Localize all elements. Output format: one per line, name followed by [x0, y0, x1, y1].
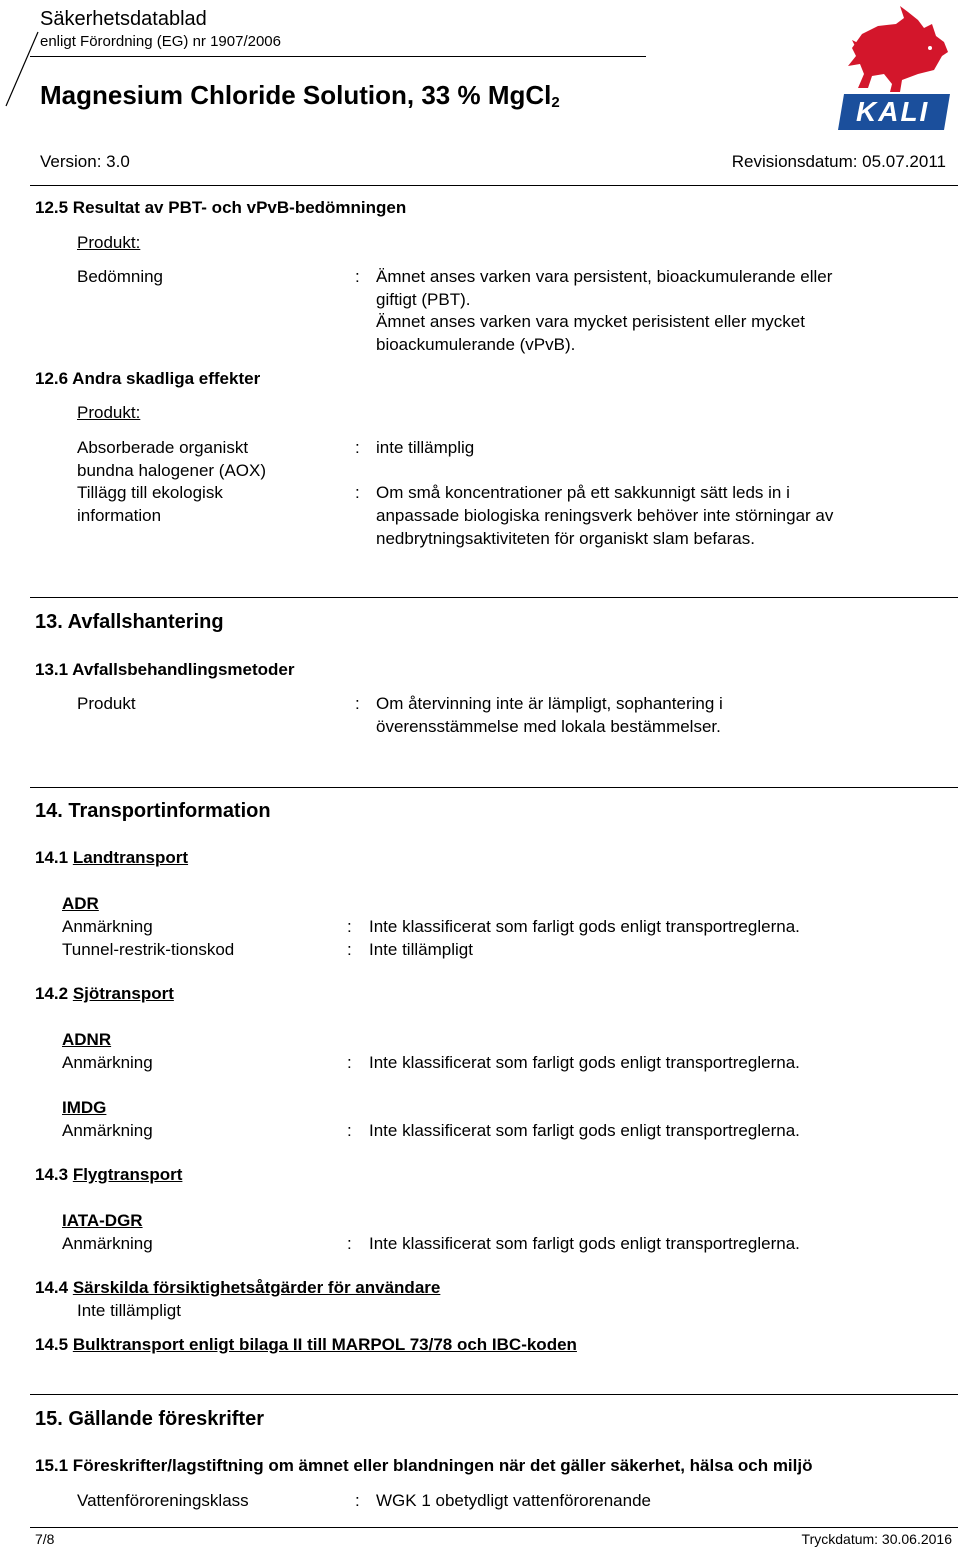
assessment-label: Bedömning [77, 267, 164, 286]
version-label: Version: 3.0 [40, 152, 130, 171]
bull-icon [838, 4, 954, 94]
eco-info-line-3: nedbrytningsaktiviteten för organiskt slam befaras. [376, 529, 755, 548]
disposal-line-2: överensstämmelse med lokala bestämmelser. [376, 717, 721, 736]
section-13-rule [30, 597, 958, 598]
section-14-4-number: 14.4 [35, 1278, 69, 1297]
assessment-line-2: giftigt (PBT). [376, 290, 471, 309]
water-class-value: WGK 1 obetydligt vattenförorenande [376, 1491, 651, 1510]
iata-remark-colon: : [347, 1234, 352, 1253]
eco-info-line-2: anpassade biologiska reningsverk behöver inte störningar av [376, 506, 834, 525]
company-logo [838, 4, 954, 134]
eco-info-colon: : [355, 483, 360, 502]
header-bottom-rule [30, 185, 958, 186]
iata-label: IATA-DGR [62, 1211, 143, 1230]
section-14-2-title: Sjötransport [72, 984, 174, 1003]
assessment-line-1: Ämnet anses varken vara persistent, bioackumulerande eller [376, 267, 833, 286]
section-14-1-title: Landtransport [72, 848, 189, 867]
print-date: Tryckdatum: 30.06.2016 [801, 1531, 952, 1547]
adnr-remark-colon: : [347, 1053, 352, 1072]
document-title: Säkerhetsdatablad [40, 8, 207, 30]
adnr-remark-label: Anmärkning [62, 1053, 153, 1072]
section-14-5-title: Bulktransport enligt bilaga II till MARPOL 73/78 och IBC-koden [72, 1335, 577, 1354]
section-14-5-heading [35, 1335, 577, 1355]
iata-remark-label: Anmärkning [62, 1234, 153, 1253]
section-12-6-product-label: Produkt: [77, 403, 141, 422]
section-13-heading: 13. Avfallshantering [35, 611, 224, 633]
header-slash-line [0, 30, 40, 110]
aox-label-line-1: Absorberade organiskt [77, 438, 249, 457]
product-name-subscript: 2 [551, 94, 560, 111]
section-15-1-heading: 15.1 Föreskrifter/lagstiftning om ämnet eller blandningen när det gäller säkerhet, hälsa och miljö [35, 1456, 813, 1475]
section-13-1-heading: 13.1 Avfallsbehandlingsmetoder [35, 660, 295, 679]
imdg-remark-value: Inte klassificerat som farligt gods enligt transportreglerna. [369, 1121, 800, 1140]
footer-rule [30, 1527, 958, 1528]
section-14-4-title: Särskilda försiktighetsåtgärder för användare [72, 1278, 441, 1297]
assessment-colon: : [355, 267, 360, 286]
adr-remark-label: Anmärkning [62, 917, 153, 936]
adnr-remark-value: Inte klassificerat som farligt gods enligt transportreglerna. [369, 1053, 800, 1072]
disposal-product-label: Produkt [77, 694, 136, 713]
eco-info-label-line-1: Tillägg till ekologisk [77, 483, 223, 502]
section-15-heading: 15. Gällande föreskrifter [35, 1408, 264, 1430]
logo-text: KALI [856, 96, 930, 127]
section-14-2-heading [35, 984, 174, 1004]
section-14-rule [30, 787, 958, 788]
section-12-5-product-label: Produkt: [77, 233, 141, 252]
disposal-colon: : [355, 694, 360, 713]
adr-tunnel-colon: : [347, 940, 352, 959]
aox-colon: : [355, 438, 360, 457]
adr-remark-colon: : [347, 917, 352, 936]
section-14-2-number: 14.2 [35, 984, 69, 1003]
header-rule [30, 56, 646, 57]
disposal-line-1: Om återvinning inte är lämpligt, sophantering i [376, 694, 723, 713]
section-12-6-heading: 12.6 Andra skadliga effekter [35, 369, 261, 388]
section-14-3-number: 14.3 [35, 1165, 69, 1184]
revision-date: Revisionsdatum: 05.07.2011 [731, 152, 946, 171]
adnr-label: ADNR [62, 1030, 112, 1049]
regulation-subtitle: enligt Förordning (EG) nr 1907/2006 [40, 33, 281, 50]
section-14-1-number: 14.1 [35, 848, 69, 867]
section-15-rule [30, 1394, 958, 1395]
section-14-3-heading [35, 1165, 182, 1185]
product-name [40, 80, 560, 111]
section-14-1-heading [35, 848, 188, 868]
section-14-3-title: Flygtransport [72, 1165, 183, 1184]
adr-label: ADR [62, 894, 99, 913]
section-14-5-number: 14.5 [35, 1335, 69, 1354]
section-14-4-value: Inte tillämpligt [77, 1301, 181, 1320]
aox-value: inte tillämplig [376, 438, 475, 457]
adr-tunnel-value: Inte tillämpligt [369, 940, 473, 959]
assessment-line-3: Ämnet anses varken vara mycket perisistent eller mycket [376, 312, 805, 331]
eco-info-label-line-2: information [77, 506, 162, 525]
water-class-colon: : [355, 1491, 360, 1510]
product-name-text: Magnesium Chloride Solution, 33 % MgCl [40, 80, 552, 110]
assessment-line-4: bioackumulerande (vPvB). [376, 335, 576, 354]
imdg-remark-label: Anmärkning [62, 1121, 153, 1140]
section-12-5-heading: 12.5 Resultat av PBT- och vPvB-bedömningen [35, 198, 407, 217]
water-class-label: Vattenföroreningsklass [77, 1491, 249, 1510]
section-14-heading: 14. Transportinformation [35, 800, 271, 822]
iata-remark-value: Inte klassificerat som farligt gods enligt transportreglerna. [369, 1234, 800, 1253]
imdg-label: IMDG [62, 1098, 107, 1117]
aox-label-line-2: bundna halogener (AOX) [77, 461, 267, 480]
section-14-4-heading [35, 1278, 440, 1298]
eco-info-line-1: Om små koncentrationer på ett sakkunnigt sätt leds in i [376, 483, 790, 502]
adr-remark-value: Inte klassificerat som farligt gods enligt transportreglerna. [369, 917, 800, 936]
adr-tunnel-label: Tunnel-restrik-tionskod [62, 940, 235, 959]
page-number: 7/8 [35, 1531, 55, 1547]
imdg-remark-colon: : [347, 1121, 352, 1140]
